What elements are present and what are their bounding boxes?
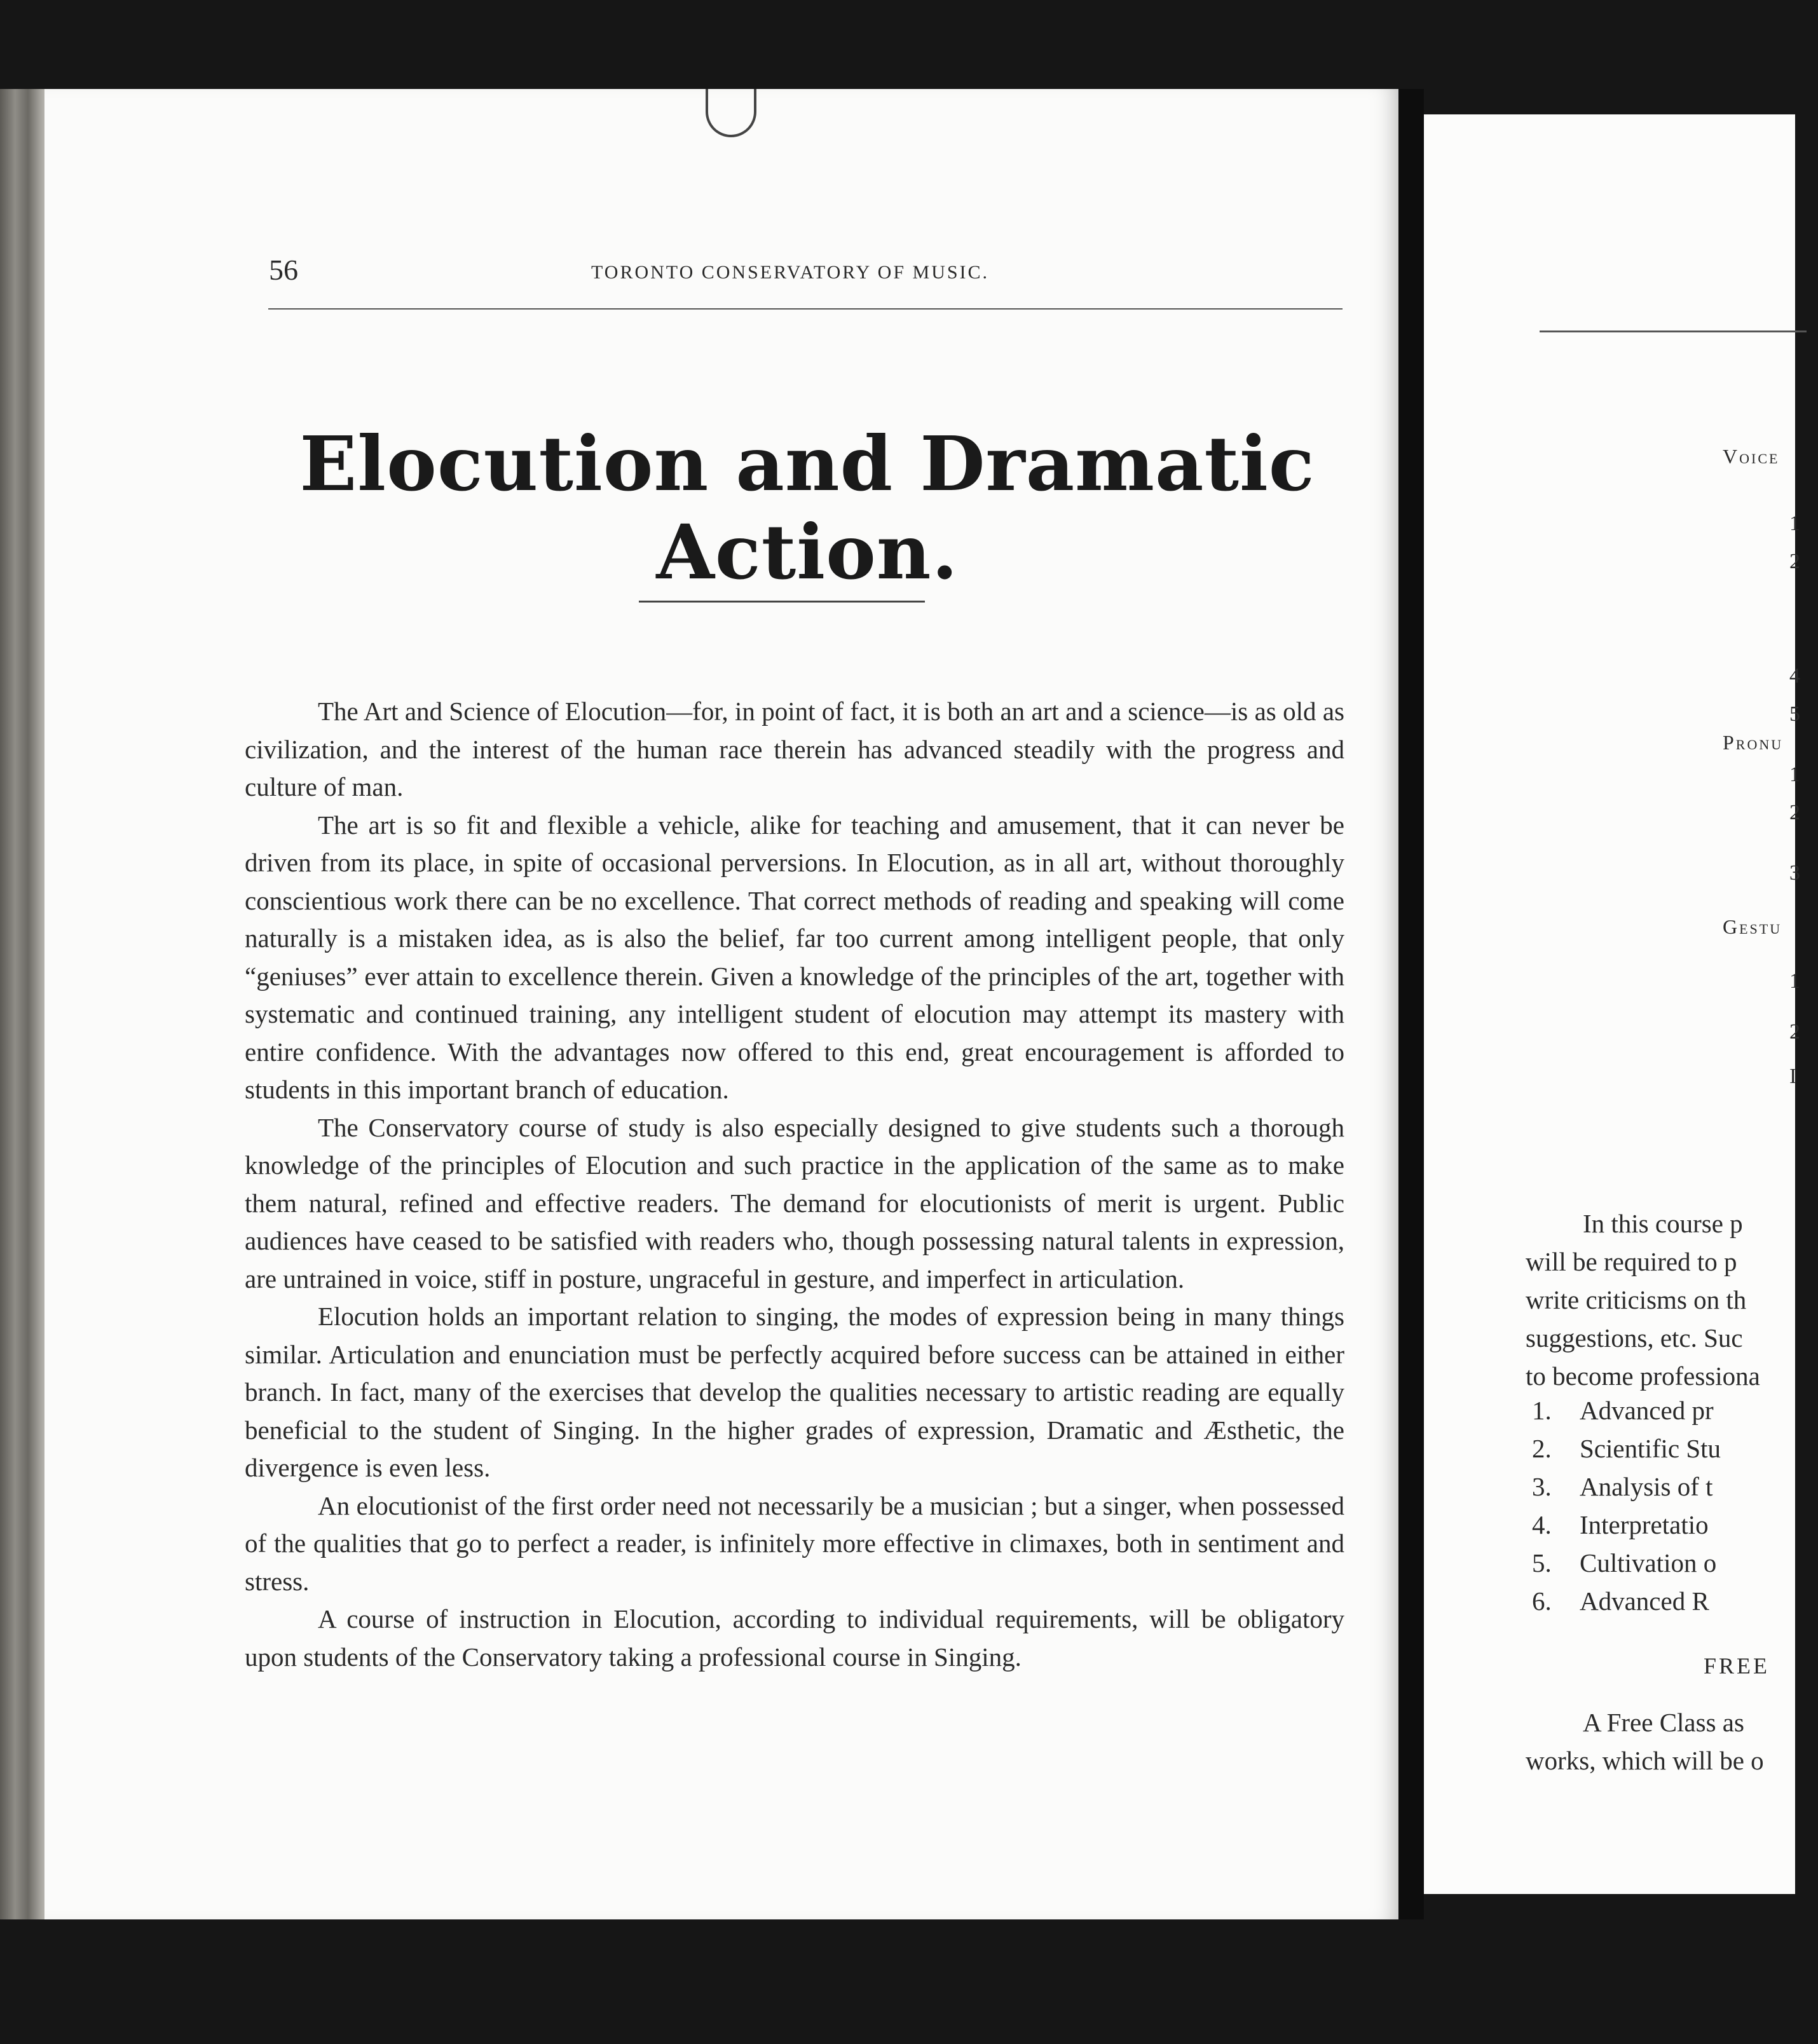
margin-number: 2 <box>1789 1020 1800 1044</box>
margin-number: 1 <box>1789 512 1800 535</box>
list-number: 1. <box>1532 1396 1552 1425</box>
text-line: suggestions, etc. Suc <box>1526 1323 1743 1352</box>
chapter-title: Elocution and Dramatic Action. <box>299 419 1315 596</box>
list-text: Advanced R <box>1580 1586 1709 1616</box>
page-number: 56 <box>269 254 298 286</box>
list-number: 6. <box>1532 1586 1552 1616</box>
margin-number: 4 <box>1789 664 1800 688</box>
text-line: works, which will be o <box>1526 1746 1764 1775</box>
margin-number: 5 <box>1789 702 1800 726</box>
free-class-heading: FREE <box>1704 1653 1770 1679</box>
list-number: 4. <box>1532 1510 1552 1539</box>
right-final-text <box>1526 1703 1764 1780</box>
list-number: 2. <box>1532 1434 1552 1463</box>
paragraph: An elocutionist of the first order need not necessarily be a musician ; but a singer, when possessed of the qualities that go to perfect a reader, is infinitely more effective in climaxes, both in sentiment and stress. <box>245 1490 1344 1596</box>
list-text: Advanced pr <box>1580 1396 1714 1425</box>
book-binding-edge <box>0 89 51 1919</box>
header-rule <box>268 308 1343 310</box>
text-line: will be required to p <box>1526 1247 1737 1276</box>
list-number: 5. <box>1532 1548 1552 1577</box>
title-rule <box>639 601 925 603</box>
page-gutter <box>1398 89 1424 1919</box>
margin-number: I <box>1789 1065 1797 1088</box>
margin-number: 2 <box>1789 801 1800 824</box>
list-text: Interpretatio <box>1580 1510 1709 1539</box>
side-head-pronunciation: Pronu <box>1723 731 1784 754</box>
list-text: Cultivation o <box>1580 1548 1717 1577</box>
right-body-text <box>1526 1204 1818 1395</box>
text-line: In this course p <box>1583 1209 1743 1238</box>
paragraph: The Conservatory course of study is also especially designed to give students such a thorough knowledge of the principles of Elocution and such practice in the application of the same as to make them natural, refined and effective readers. The demand for elocutionists of merit is urgent. Public audiences have ceased to be satisfied with readers who, though possessing natural talents in expression, are untrained in voice, stiff in posture, ungraceful in gesture, and imperfect in articulation. <box>245 1112 1344 1293</box>
running-head: TORONTO CONSERVATORY OF MUSIC. <box>591 262 990 283</box>
margin-number: 2 <box>1789 550 1800 573</box>
list-number: 3. <box>1532 1472 1552 1501</box>
margin-number: 1 <box>1789 763 1800 786</box>
paragraph: Elocution holds an important relation to singing, the modes of expression being in many things similar. Articulation and enunciation must be perfectly acquired before success can be attained in either branch. In fact, many of the exercises that develop the qualities necessary to artistic reading are equally beneficial to the student of Singing. In the higher grades of expression, Dramatic and Æsthetic, the divergence is even less. <box>245 1302 1344 1482</box>
right-header-rule <box>1540 330 1807 332</box>
text-line: write criticisms on th <box>1526 1285 1747 1314</box>
side-head-voice: Voice <box>1723 445 1780 468</box>
paragraph: A course of instruction in Elocution, according to individual requirements, will be obligatory upon students of the Conservatory taking a professional course in Singing. <box>245 1604 1344 1672</box>
right-page-partial <box>1424 114 1800 1894</box>
margin-number: 1 <box>1789 969 1800 993</box>
paragraph: The Art and Science of Elocution—for, in point of fact, it is both an art and a science—is as old as civilization, and the interest of the human race therein has advanced steadily with the progress and culture of man. <box>245 697 1344 801</box>
side-head-gesture: Gestu <box>1723 915 1782 938</box>
margin-number: 3 <box>1789 861 1800 885</box>
body-text <box>245 693 1344 1676</box>
text-line: to become professiona <box>1526 1361 1760 1391</box>
text-line: A Free Class as <box>1583 1708 1744 1737</box>
list-text: Analysis of t <box>1580 1472 1713 1501</box>
list-text: Scientific Stu <box>1580 1434 1721 1463</box>
paragraph: The art is so fit and flexible a vehicle, alike for teaching and amusement, that it can never be driven from its place, in spite of occasional perversions. In Elocution, as in all art, without thoroughly conscientious work there can be no excellence. That correct methods of reading and speaking will come naturally is a mistaken idea, as is also the belief, far too current among intelligent people, that only “geniuses” ever attain to excellence therein. Given a knowledge of the principles of the art, together with systematic and continued training, any intelligent student of elocution may attempt its mastery with entire confidence. With the advantages now offered to this end, great encouragement is afforded to students in this important branch of education. <box>245 810 1344 1104</box>
